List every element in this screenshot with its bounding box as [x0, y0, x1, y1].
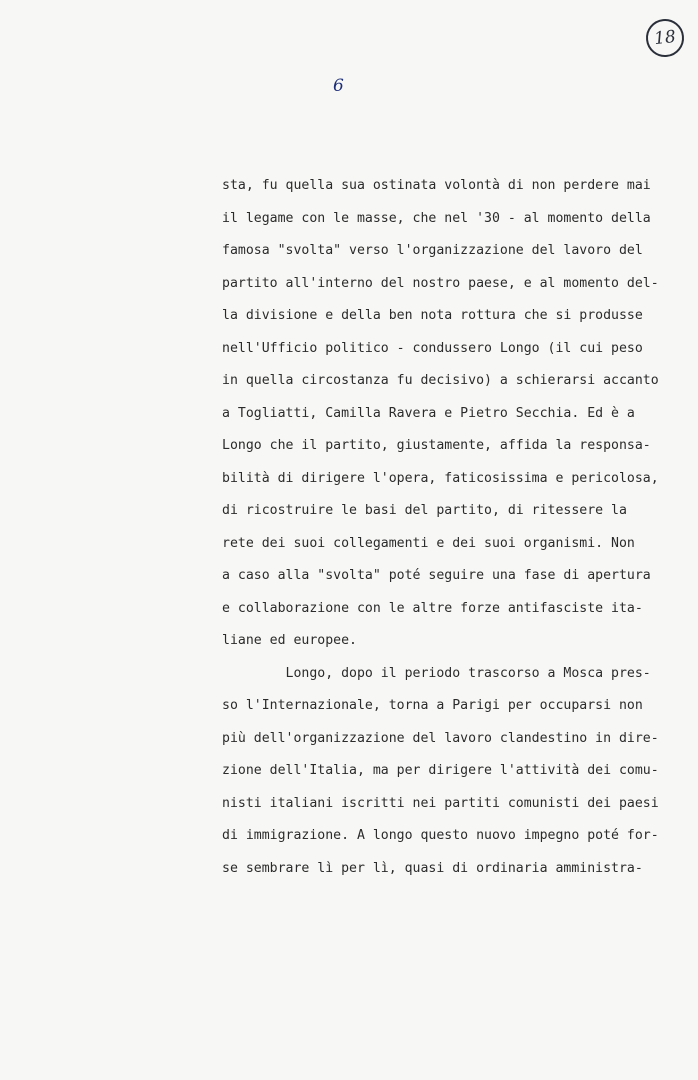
text-line: partito all'interno del nostro paese, e al momento del-	[222, 275, 659, 291]
text-line: a Togliatti, Camilla Ravera e Pietro Secchia. Ed è a	[222, 405, 635, 421]
text-line: bilità di dirigere l'opera, faticosissima e pericolosa,	[222, 470, 659, 486]
text-line: il legame con le masse, che nel '30 - al momento della	[222, 210, 651, 226]
text-line: nell'Ufficio politico - condussero Longo (il cui peso	[222, 340, 643, 356]
text-line: nisti italiani iscritti nei partiti comunisti dei paesi	[222, 795, 659, 811]
text-line: a caso alla "svolta" poté seguire una fase di apertura	[222, 568, 651, 583]
text-line: e collaborazione con le altre forze antifasciste ita-	[222, 600, 643, 616]
stamped-page-number: 18	[644, 17, 686, 59]
text-line: di immigrazione. A longo questo nuovo impegno poté for-	[222, 828, 659, 843]
text-line: la divisione e della ben nota rottura che si produsse	[222, 308, 643, 323]
paragraph-start-line: Longo, dopo il periodo trascorso a Mosca pres-	[222, 665, 651, 681]
typed-text-block	[222, 174, 680, 889]
text-line: so l'Internazionale, torna a Parigi per occuparsi non	[222, 698, 643, 713]
handwritten-page-number: 6	[333, 76, 344, 96]
text-line: sta, fu quella sua ostinata volontà di non perdere mai	[222, 178, 651, 193]
text-line: zione dell'Italia, ma per dirigere l'attività dei comu-	[222, 763, 659, 778]
text-line: liane ed europee.	[222, 633, 357, 648]
text-line: rete dei suoi collegamenti e dei suoi organismi. Non	[222, 535, 635, 551]
text-line: se sembrare lì per lì, quasi di ordinaria amministra-	[222, 860, 643, 876]
text-line: famosa "svolta" verso l'organizzazione del lavoro del	[222, 243, 643, 258]
text-line: in quella circostanza fu decisivo) a schierarsi accanto	[222, 373, 659, 388]
text-line: più dell'organizzazione del lavoro clandestino in dire-	[222, 730, 659, 746]
text-line: di ricostruire le basi del partito, di ritessere la	[222, 503, 627, 518]
text-line: Longo che il partito, giustamente, affida la responsa-	[222, 438, 651, 453]
